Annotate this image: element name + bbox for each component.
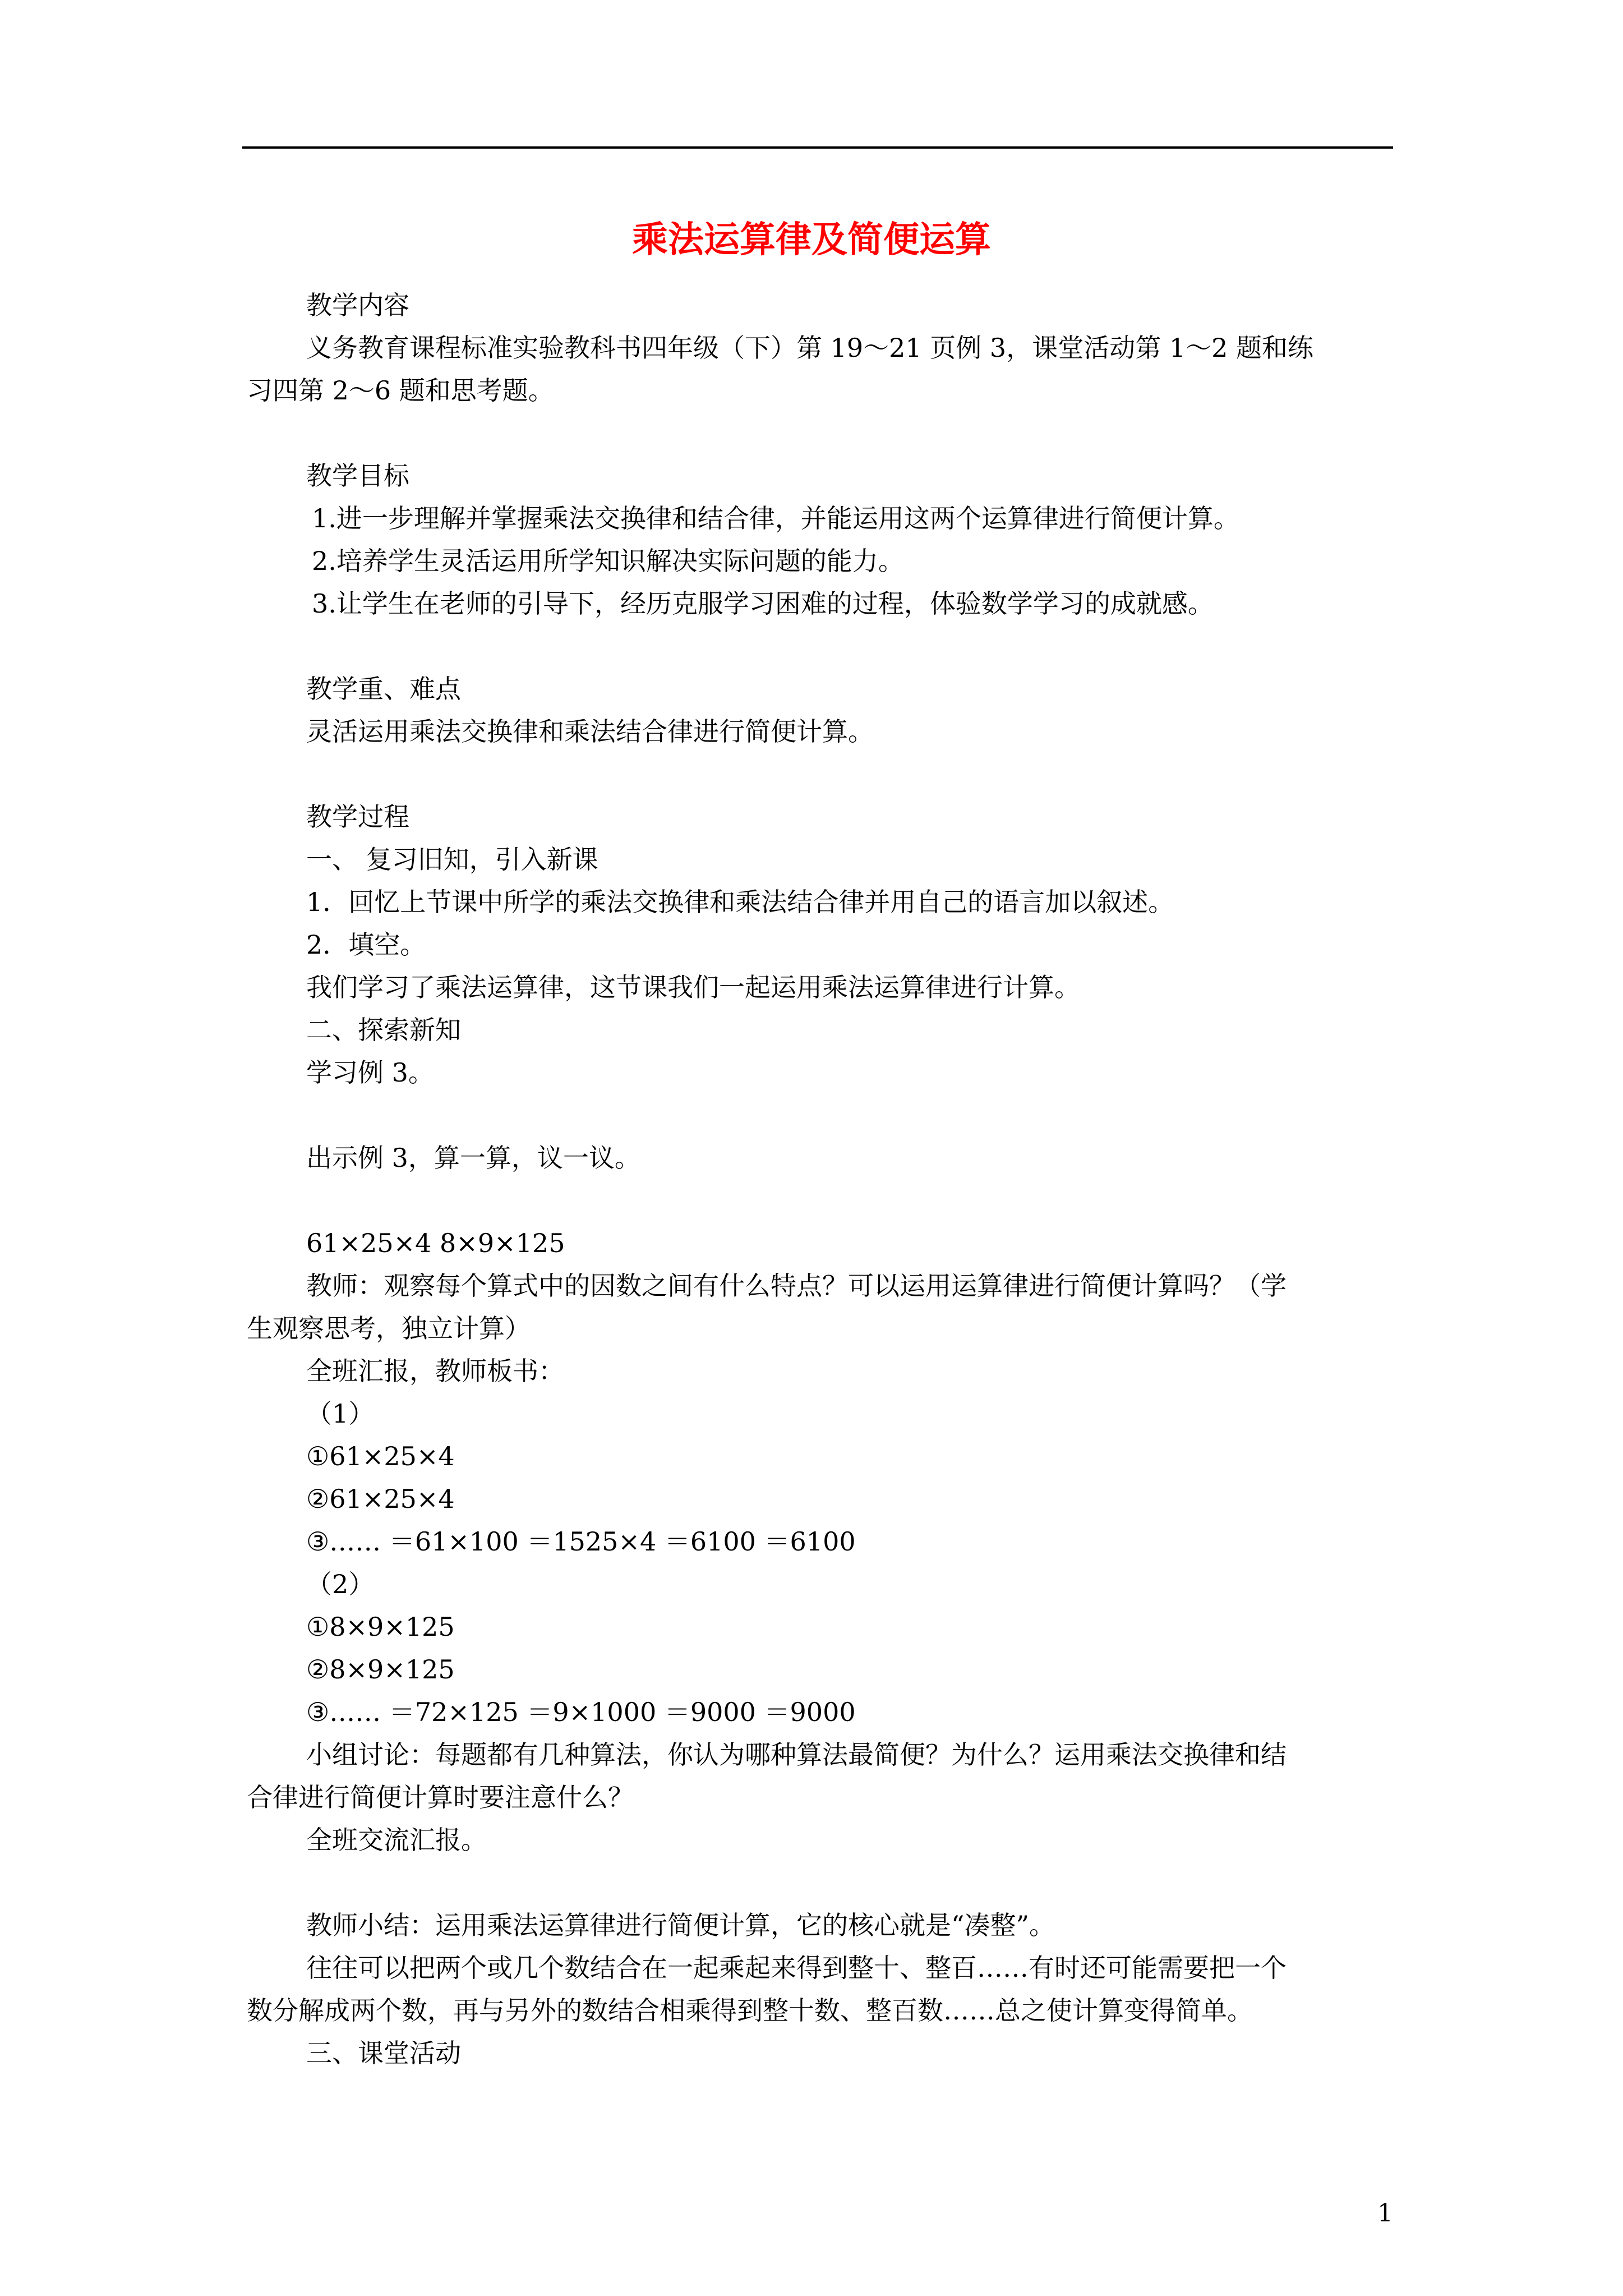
board-calculation: ①8×9×125 [306,1612,455,1642]
process-text-line: 我们学习了乘法运算律，这节课我们一起运用乘法运算律进行计算。 [306,972,1080,1002]
process-text-line: 生观察思考，独立计算） [247,1313,531,1343]
board-calculation: ③…… ＝72×125 ＝9×1000 ＝9000 ＝9000 [306,1697,856,1727]
process-text-line: 小组讨论：每题都有几种算法，你认为哪种算法最简便？为什么？运用乘法交换律和结 [306,1740,1287,1770]
process-step-heading: 一、 复习旧知，引入新课 [306,844,598,875]
process-text-line: 教师：观察每个算式中的因数之间有什么特点？可以运用运算律进行简便计算吗？（学 [306,1271,1287,1301]
board-calculation: ②61×25×4 [306,1484,455,1514]
process-text-line: 出示例 3，算一算，议一议。 [306,1143,640,1173]
header-rule [242,146,1393,149]
goal-item: 2.培养学生灵活运用所学知识解决实际问题的能力。 [312,546,904,576]
board-calculation: ②8×9×125 [306,1654,455,1685]
goal-item: 1.进一步理解并掌握乘法交换律和结合律，并能运用这两个运算律进行简便计算。 [312,503,1239,533]
board-item-label: （2） [306,1569,375,1599]
board-calculation: ①61×25×4 [306,1441,455,1471]
section-heading-goals: 教学目标 [306,461,409,491]
section-heading-process: 教学过程 [306,802,409,832]
goal-item: 3.让学生在老师的引导下，经历克服学习困难的过程，体验数学学习的成就感。 [312,588,1214,619]
key-points-text: 灵活运用乘法交换律和乘法结合律进行简便计算。 [306,716,874,747]
process-text-line: 全班交流汇报。 [306,1825,487,1855]
section-heading-content: 教学内容 [306,290,409,320]
process-text-line: 合律进行简便计算时要注意什么？ [247,1782,634,1812]
process-text-line: 教师小结：运用乘法运算律进行简便计算，它的核心就是“凑整”。 [306,1910,1055,1940]
process-step-heading: 三、课堂活动 [306,2038,461,2068]
content-paragraph-line: 习四第 2～6 题和思考题。 [247,375,554,406]
process-step-heading: 二、探索新知 [306,1015,461,1045]
page-number: 1 [1377,2199,1393,2228]
process-text-line: 全班汇报，教师板书： [306,1356,564,1386]
process-text-line: 数分解成两个数，再与另外的数结合相乘得到整十数、整百数……总之使计算变得简单。 [247,1995,1253,2026]
process-text-line: 2．填空。 [306,930,426,960]
board-calculation: ③…… ＝61×100 ＝1525×4 ＝6100 ＝6100 [306,1526,856,1557]
page-title: 乘法运算律及简便运算 [632,219,991,261]
content-paragraph-line: 义务教育课程标准实验教科书四年级（下）第 19～21 页例 3，课堂活动第 1～2 题和练 [306,333,1313,363]
example-expressions: 61×25×4 8×9×125 [306,1228,565,1258]
process-text-line: 往往可以把两个或几个数结合在一起乘起来得到整十、整百……有时还可能需要把一个 [306,1953,1287,1983]
process-text-line: 1．回忆上节课中所学的乘法交换律和乘法结合律并用自己的语言加以叙述。 [306,887,1174,917]
section-heading-key-points: 教学重、难点 [306,674,461,704]
process-text-line: 学习例 3。 [306,1057,434,1088]
board-item-label: （1） [306,1398,375,1429]
